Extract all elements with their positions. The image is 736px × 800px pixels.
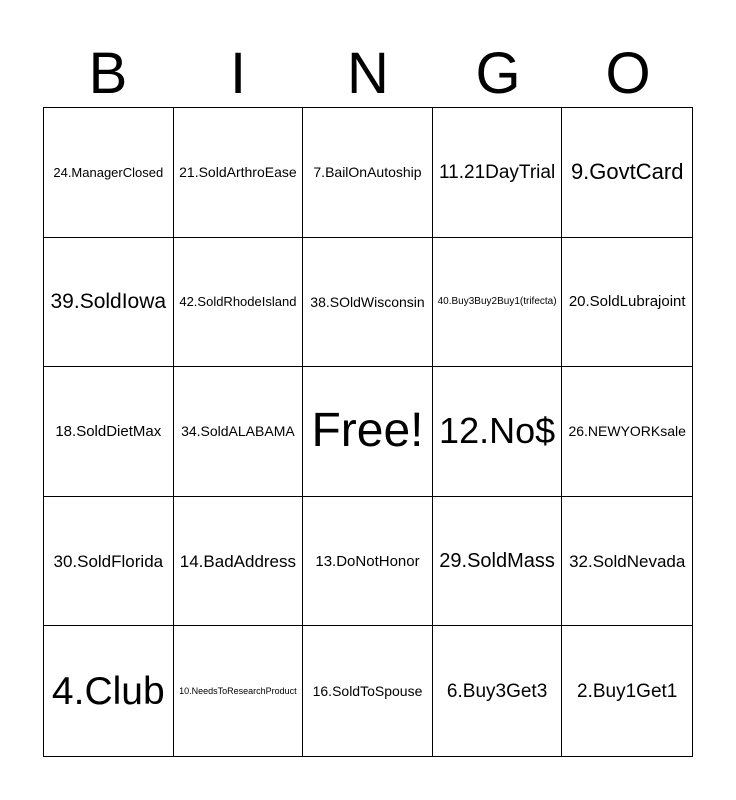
bingo-card — [43, 107, 693, 757]
bingo-grid — [44, 108, 692, 756]
bingo-cell[interactable]: 6.Buy3Get3 — [433, 626, 563, 756]
bingo-cell[interactable]: 34.SoldALABAMA — [174, 367, 304, 497]
bingo-cell[interactable]: 18.SoldDietMax — [44, 367, 174, 497]
header-letter-g: G — [475, 41, 521, 106]
bingo-cell[interactable]: 38.SOldWisconsin — [303, 238, 433, 368]
bingo-cell[interactable]: 32.SoldNevada — [562, 497, 692, 627]
header-letter-n: N — [347, 41, 389, 106]
bingo-cell[interactable]: 20.SoldLubrajoint — [562, 238, 692, 368]
bingo-cell[interactable]: 30.SoldFlorida — [44, 497, 174, 627]
bingo-cell[interactable]: 7.BailOnAutoship — [303, 108, 433, 238]
bingo-cell[interactable]: 29.SoldMass — [433, 497, 563, 627]
bingo-cell[interactable]: 2.Buy1Get1 — [577, 680, 678, 702]
bingo-cell[interactable]: 10.NeedsToResearchProduct — [174, 626, 304, 756]
bingo-cell[interactable]: 24.ManagerClosed — [44, 108, 174, 238]
bingo-cell[interactable]: 9.GovtCard — [562, 108, 692, 238]
bingo-cell[interactable]: 12.No$ — [433, 367, 563, 497]
bingo-header — [43, 40, 693, 108]
bingo-cell[interactable]: 16.SoldToSpouse — [303, 626, 433, 756]
bingo-cell[interactable]: 14.BadAddress — [174, 497, 304, 627]
bingo-cell[interactable]: 21.SoldArthroEase — [174, 108, 304, 238]
bingo-cell[interactable]: 42.SoldRhodeIsland — [174, 238, 304, 368]
bingo-cell[interactable]: 11.21DayTrial — [433, 108, 563, 238]
bingo-cell[interactable]: 40.Buy3Buy2Buy1(trifecta) — [433, 238, 563, 368]
header-letter-b: B — [88, 41, 128, 106]
bingo-cell[interactable]: 4.Club — [44, 626, 174, 756]
bingo-cell[interactable]: 39.SoldIowa — [44, 238, 174, 368]
free-space[interactable]: Free! — [303, 367, 433, 497]
bingo-cell[interactable]: 13.DoNotHonor — [303, 497, 433, 627]
header-letter-i: I — [229, 41, 247, 106]
header-letter-o: O — [605, 41, 651, 106]
bingo-cell[interactable]: 26.NEWYORKsale — [562, 367, 692, 497]
